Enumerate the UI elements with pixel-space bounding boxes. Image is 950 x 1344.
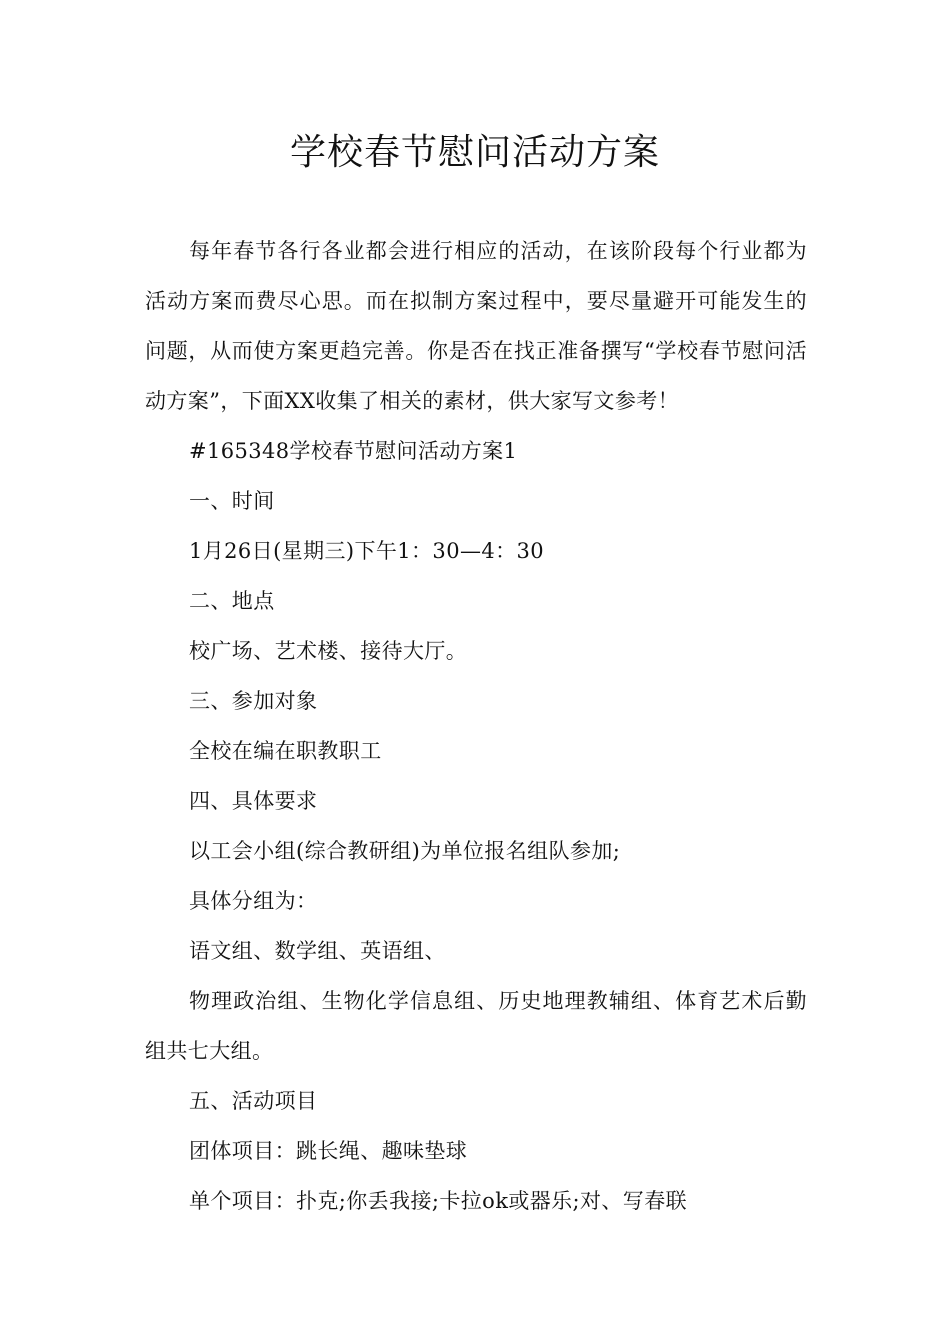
grouping-intro: 具体分组为：: [189, 889, 318, 913]
section-heading-time: 一、时间: [189, 489, 275, 513]
team-activities: 团体项目：跳长绳、趣味垫球: [189, 1139, 468, 1163]
location-detail: 校广场、艺术楼、接待大厅。: [189, 639, 468, 663]
groups-line-2: 物理政治组、生物化学信息组、历史地理教辅组、体育艺术后勤组共七大组。: [145, 989, 807, 1063]
section-heading-activities: 五、活动项目: [189, 1089, 318, 1113]
document-body: [145, 226, 807, 1226]
participants-detail: 全校在编在职教职工: [189, 739, 382, 763]
time-detail: 1月26日(星期三)下午1：30—4：30: [189, 539, 545, 563]
intro-paragraph: 每年春节各行各业都会进行相应的活动，在该阶段每个行业都为活动方案而费尽心思。而在拟制方案过程中，要尽量避开可能发生的问题，从而使方案更趋完善。你是否在找正准备撰写“学校春节慰问活动方案”，下面XX收集了相关的素材，供大家写文参考！: [145, 239, 807, 413]
section-heading-requirements: 四、具体要求: [189, 789, 318, 813]
requirements-detail: 以工会小组(综合教研组)为单位报名组队参加;: [189, 839, 621, 863]
section-heading-participants: 三、参加对象: [189, 689, 318, 713]
document-title: 学校春节慰问活动方案: [289, 132, 660, 173]
groups-line-1: 语文组、数学组、英语组、: [189, 939, 446, 963]
section-heading-plan-1: #165348学校春节慰问活动方案1: [189, 439, 518, 463]
individual-activities: 单个项目：扑克;你丢我接;卡拉ok或器乐;对、写春联: [189, 1189, 687, 1213]
section-heading-location: 二、地点: [189, 589, 275, 613]
